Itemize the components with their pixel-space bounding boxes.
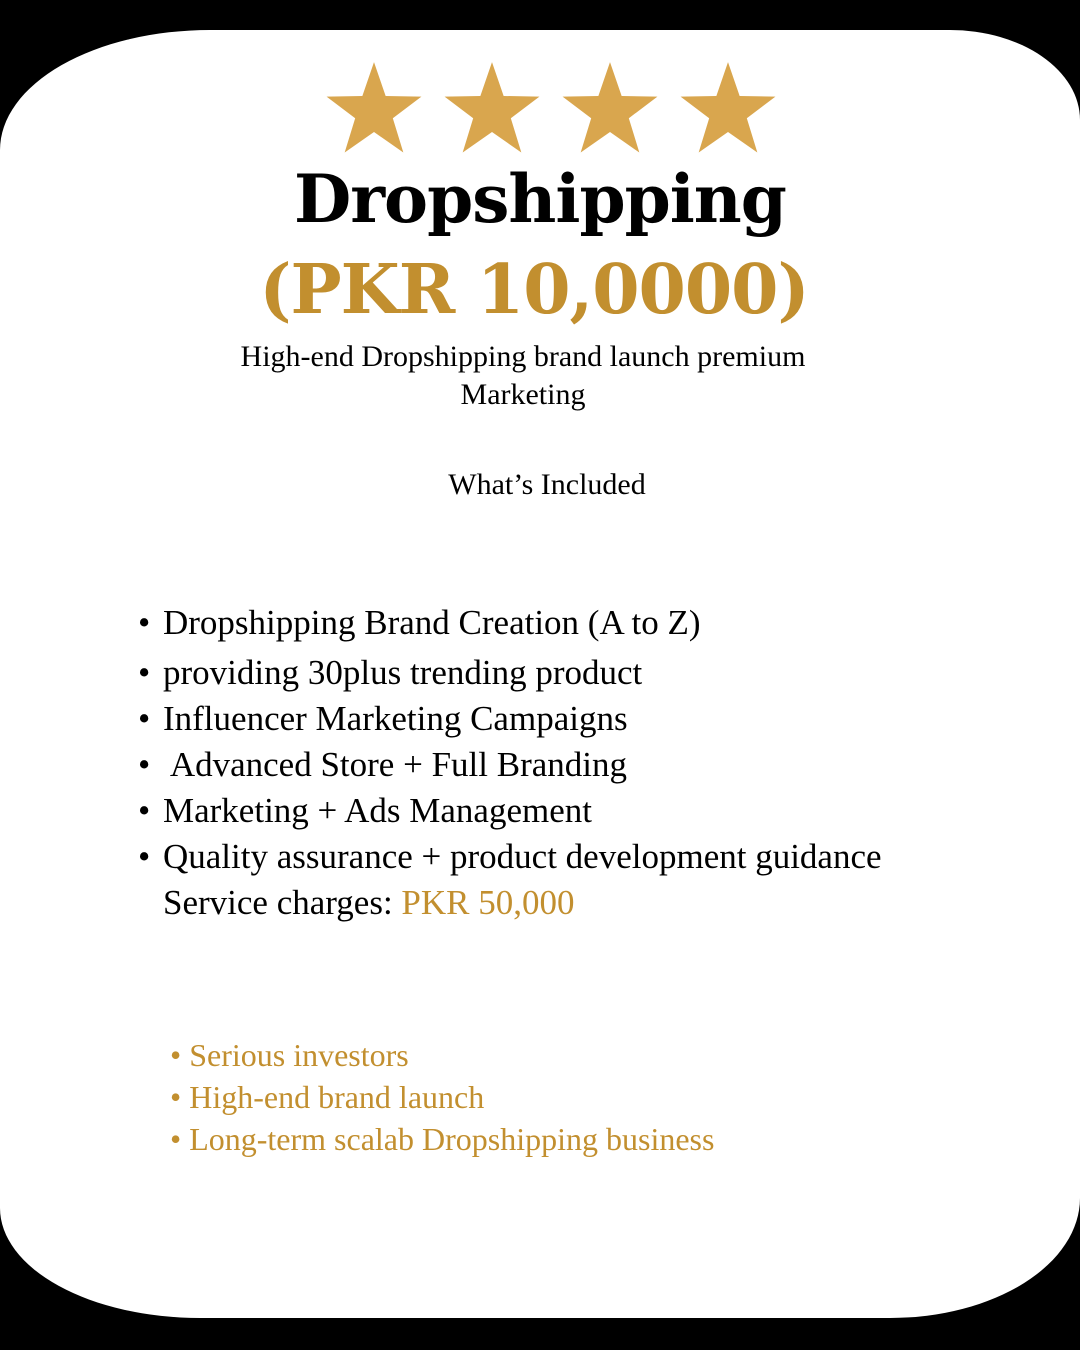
- feature-label: Marketing + Ads Management: [163, 791, 592, 830]
- feature-label: Dropshipping Brand Creation (A to Z): [163, 603, 701, 642]
- star-icon: [676, 60, 780, 164]
- feature-item: [138, 742, 1038, 788]
- audience-label: High-end brand launch: [189, 1079, 485, 1115]
- bullet-icon: •: [138, 653, 151, 692]
- star-icon: [558, 60, 662, 164]
- audience-item: [170, 1076, 970, 1118]
- feature-item: [138, 834, 1038, 880]
- package-subtitle: High-end Dropshipping brand launch premium Marketing: [240, 340, 806, 411]
- service-charges: [138, 880, 1038, 926]
- audience-label: Long-term scalab Dropshipping business: [189, 1121, 715, 1157]
- bullet-icon: •: [170, 1037, 190, 1073]
- bullet-icon: •: [138, 791, 151, 830]
- bullet-icon: •: [138, 745, 151, 784]
- feature-item: [138, 650, 1038, 696]
- feature-list: [138, 600, 1038, 926]
- service-charges-label: Service charges:: [163, 883, 402, 922]
- bullet-icon: •: [170, 1079, 190, 1115]
- section-heading: What’s Included: [448, 468, 646, 501]
- audience-item: [170, 1118, 970, 1160]
- feature-label: Influencer Marketing Campaigns: [163, 699, 628, 738]
- bullet-icon: •: [138, 603, 151, 642]
- package-price: (PKR 10,0000): [259, 250, 809, 330]
- feature-item: [138, 788, 1038, 834]
- package-title: Dropshipping: [294, 160, 786, 238]
- star-rating: [322, 60, 778, 164]
- feature-label: Advanced Store + Full Branding: [163, 745, 627, 784]
- star-icon: [322, 60, 426, 164]
- star-icon: [440, 60, 544, 164]
- feature-item: [138, 696, 1038, 742]
- audience-label: Serious investors: [189, 1037, 409, 1073]
- bullet-icon: •: [138, 837, 151, 876]
- service-charges-value: PKR 50,000: [401, 883, 575, 922]
- audience-list: [170, 1034, 970, 1160]
- feature-label: Quality assurance + product development guidance: [163, 837, 882, 876]
- bullet-icon: •: [170, 1121, 190, 1157]
- feature-item: [138, 600, 1038, 650]
- feature-label: providing 30plus trending product: [163, 653, 643, 692]
- audience-item: [170, 1034, 970, 1076]
- bullet-icon: •: [138, 699, 151, 738]
